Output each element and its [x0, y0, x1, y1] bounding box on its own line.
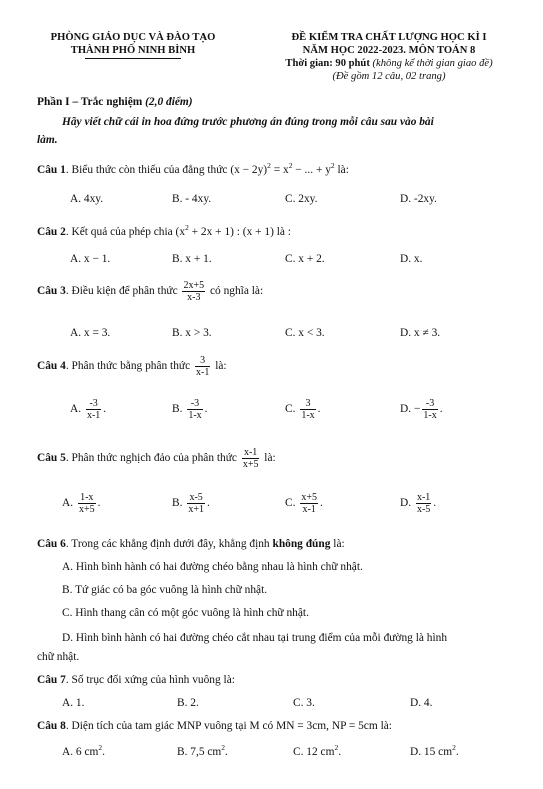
question-8: Câu 8. Diện tích của tam giác MNP vuông tại M có MN = 3cm, NP = 5cm là:	[37, 720, 392, 732]
q3-option-a: A. x = 3.	[70, 327, 111, 339]
q1-option-c: C. 2xy.	[285, 193, 318, 205]
q7-option-c: C. 3.	[293, 697, 315, 709]
q6-option-b: B. Tứ giác có ba góc vuông là hình chữ nhật.	[62, 584, 268, 596]
question-1: Câu 1. Biểu thức còn thiếu của đẳng thức $(x - 2y)^2 = x^2$ − ... + $y^2$ là:	[37, 161, 349, 176]
q4-option-c: C. $\frac{3}{1-x}$ .	[285, 398, 321, 421]
q3-option-d: D. x ≠ 3.	[400, 327, 441, 339]
exam-title: ĐỀ KIỂM TRA CHẤT LƯỢNG HỌC KÌ I	[291, 32, 487, 43]
exam-pages: (Đề gồm 12 câu, 02 trang)	[332, 71, 446, 82]
question-5: Câu 5. Phân thức nghịch đảo của phân thức $\frac{x-1}{x+5}$ là:	[37, 447, 276, 470]
q5-fraction: $\frac{x-1}{x+5}$	[242, 447, 259, 470]
q5-option-b: B. $\frac{x-5}{x+1}$ .	[172, 492, 210, 515]
q8-option-a: A. 6 $cm^2$.	[62, 743, 105, 758]
q4-fraction: $\frac{3}{x-1}$	[196, 355, 210, 378]
q2-option-c: C. x + 2.	[285, 253, 325, 265]
q6-option-c: C. Hình thang cân có một góc vuông là hình chữ nhật.	[62, 607, 309, 619]
q4-option-d: D. − $\frac{-3}{1-x}$ .	[400, 398, 443, 421]
q5-option-d: D. $\frac{x-1}{x-5}$ .	[400, 492, 437, 515]
department-name: PHÒNG GIÁO DỤC VÀ ĐÀO TẠO	[50, 32, 216, 43]
school-header	[22, 31, 244, 59]
q6-option-a: A. Hình bình hành có hai đường chéo bằng nhau là hình chữ nhật.	[62, 561, 363, 573]
city-name: THÀNH PHỐ NINH BÌNH	[70, 45, 196, 56]
q7-option-d: D. 4.	[410, 697, 433, 709]
q8-option-b: B. 7,5 $cm^2$.	[177, 743, 228, 758]
q3-option-b: B. x > 3.	[172, 327, 212, 339]
q1-option-d: D. -2xy.	[400, 193, 437, 205]
question-2: Câu 2. Kết quả của phép chia $(x^2 + 2x + 1)$ : (x + 1) là :	[37, 223, 291, 238]
q5-option-c: C. $\frac{x+5}{x-1}$ .	[285, 492, 323, 515]
header-underline	[85, 58, 181, 59]
q1-option-a: A. 4xy.	[70, 193, 104, 205]
part1-title: Phần I – Trắc nghiệm (2,0 điểm)	[37, 96, 193, 108]
question-6: Câu 6. Trong các khẳng định dưới đây, khẳng định không đúng là:	[37, 538, 345, 550]
q3-option-c: C. x < 3.	[285, 327, 325, 339]
q6-option-d-cont: chữ nhật.	[37, 651, 80, 663]
q2-option-a: A. x − 1.	[70, 253, 111, 265]
q2-option-b: B. x + 1.	[172, 253, 212, 265]
q8-option-d: D. 15 $cm^2$.	[410, 743, 459, 758]
question-4: Câu 4. Phân thức bằng phân thức $\frac{3}{x-1}$ là:	[37, 355, 227, 378]
q1-option-b: B. - 4xy.	[172, 193, 212, 205]
q5-option-a: A. $\frac{1-x}{x+5}$ .	[62, 492, 101, 515]
question-7: Câu 7. Số trục đối xứng của hình vuông là:	[37, 674, 235, 686]
q8-option-c: C. 12 $cm^2$.	[293, 743, 342, 758]
q6-option-d: D. Hình bình hành có hai đường chéo cắt nhau tại trung điểm của mỗi đường là hình	[62, 632, 448, 644]
q3-fraction: $\frac{2x+5}{x-3}$	[183, 280, 205, 303]
exam-header	[246, 31, 532, 83]
exam-year-subject: NĂM HỌC 2022-2023. MÔN TOÁN 8	[302, 45, 476, 56]
exam-time: Thời gian: 90 phút (không kể thời gian giao đề)	[285, 58, 493, 69]
q2-option-d: D. x.	[400, 253, 423, 265]
q4-option-a: A. $\frac{-3}{x-1}$ .	[70, 398, 107, 421]
q4-option-b: B. $\frac{-3}{1-x}$ .	[172, 398, 208, 421]
question-3: Câu 3. Điều kiện để phân thức $\frac{2x+5}{x-3}$ có nghĩa là:	[37, 280, 264, 303]
q7-option-a: A. 1.	[62, 697, 85, 709]
part1-instruction-cont: làm.	[37, 134, 58, 146]
part1-instruction: Hãy viết chữ cái in hoa đứng trước phương án đúng trong mỗi câu sau vào bài	[62, 116, 434, 128]
q7-option-b: B. 2.	[177, 697, 199, 709]
